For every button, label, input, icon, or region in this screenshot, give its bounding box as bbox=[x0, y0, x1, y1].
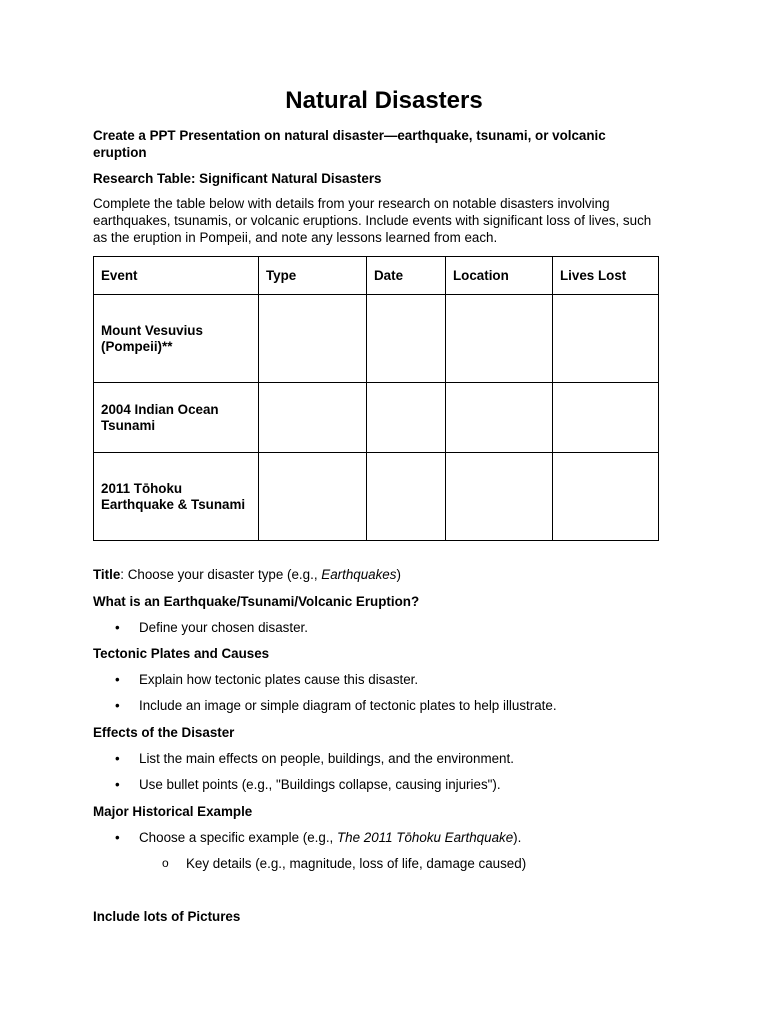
cell-event: Mount Vesuvius (Pompeii)** bbox=[94, 295, 259, 383]
table-heading: Research Table: Significant Natural Disasters bbox=[93, 171, 382, 186]
bullet-item: Use bullet points (e.g., "Buildings collapse, causing injuries"). bbox=[139, 777, 501, 792]
cell-type bbox=[259, 453, 367, 541]
table-row bbox=[94, 453, 659, 541]
bullet-dot: • bbox=[115, 620, 120, 635]
bullet-item: List the main effects on people, buildings, and the environment. bbox=[139, 751, 514, 766]
header-event: Event bbox=[94, 257, 259, 295]
cell-location bbox=[446, 383, 553, 453]
bullet-dot: • bbox=[115, 672, 120, 687]
bullet-item bbox=[139, 829, 659, 846]
cell-type bbox=[259, 295, 367, 383]
bullet-dot: • bbox=[115, 698, 120, 713]
research-table bbox=[93, 256, 659, 541]
header-location: Location bbox=[446, 257, 553, 295]
bullet-suffix: ). bbox=[513, 830, 522, 845]
closing-note: Include lots of Pictures bbox=[93, 909, 241, 924]
cell-date bbox=[367, 453, 446, 541]
cell-lives-lost bbox=[553, 295, 659, 383]
cell-lives-lost bbox=[553, 383, 659, 453]
header-type: Type bbox=[259, 257, 367, 295]
bullet-item: Include an image or simple diagram of tectonic plates to help illustrate. bbox=[139, 698, 557, 713]
assignment-text: Create a PPT Presentation on natural disaster—earthquake, tsunami, or volcanic eruption bbox=[93, 128, 606, 160]
table-header-row bbox=[94, 257, 659, 295]
header-lives-lost: Lives Lost bbox=[553, 257, 659, 295]
section-heading: Effects of the Disaster bbox=[93, 725, 235, 740]
instructions-text: Complete the table below with details from your research on notable disasters involving earthquakes, tsunamis, or volcanic eruptions. Include events with significant loss of lives, such as the eruption in Pompeii, and note any lessons learned from each. bbox=[93, 196, 652, 245]
table-row bbox=[94, 295, 659, 383]
cell-type bbox=[259, 383, 367, 453]
cell-location bbox=[446, 453, 553, 541]
bullet-item: Explain how tectonic plates cause this disaster. bbox=[139, 672, 419, 687]
sub-bullet-item: Key details (e.g., magnitude, loss of life, damage caused) bbox=[186, 856, 527, 871]
title-close: ) bbox=[396, 567, 401, 582]
cell-lives-lost bbox=[553, 453, 659, 541]
title-label: Title bbox=[93, 567, 121, 582]
cell-location bbox=[446, 295, 553, 383]
bullet-dot: • bbox=[115, 751, 120, 766]
cell-event: 2004 Indian Ocean Tsunami bbox=[94, 383, 259, 453]
bullet-prefix: Choose a specific example (e.g., bbox=[139, 830, 337, 845]
section-heading: Major Historical Example bbox=[93, 804, 253, 819]
cell-date bbox=[367, 383, 446, 453]
header-date: Date bbox=[367, 257, 446, 295]
bullet-dot: • bbox=[115, 777, 120, 792]
outline-title-line bbox=[93, 566, 659, 583]
bullet-example: The 2011 Tōhoku Earthquake bbox=[336, 830, 514, 845]
sub-bullet-marker: o bbox=[162, 856, 169, 870]
title-text: : Choose your disaster type (e.g., bbox=[120, 567, 322, 582]
page-title: Natural Disasters bbox=[285, 87, 483, 114]
section-heading: Tectonic Plates and Causes bbox=[93, 646, 270, 661]
cell-date bbox=[367, 295, 446, 383]
table-row bbox=[94, 383, 659, 453]
bullet-item: Define your chosen disaster. bbox=[139, 620, 308, 635]
title-example: Earthquakes bbox=[321, 567, 397, 582]
cell-event: 2011 Tōhoku Earthquake & Tsunami bbox=[94, 453, 259, 541]
bullet-dot: • bbox=[115, 830, 120, 845]
section-heading: What is an Earthquake/Tsunami/Volcanic Eruption? bbox=[93, 594, 420, 609]
